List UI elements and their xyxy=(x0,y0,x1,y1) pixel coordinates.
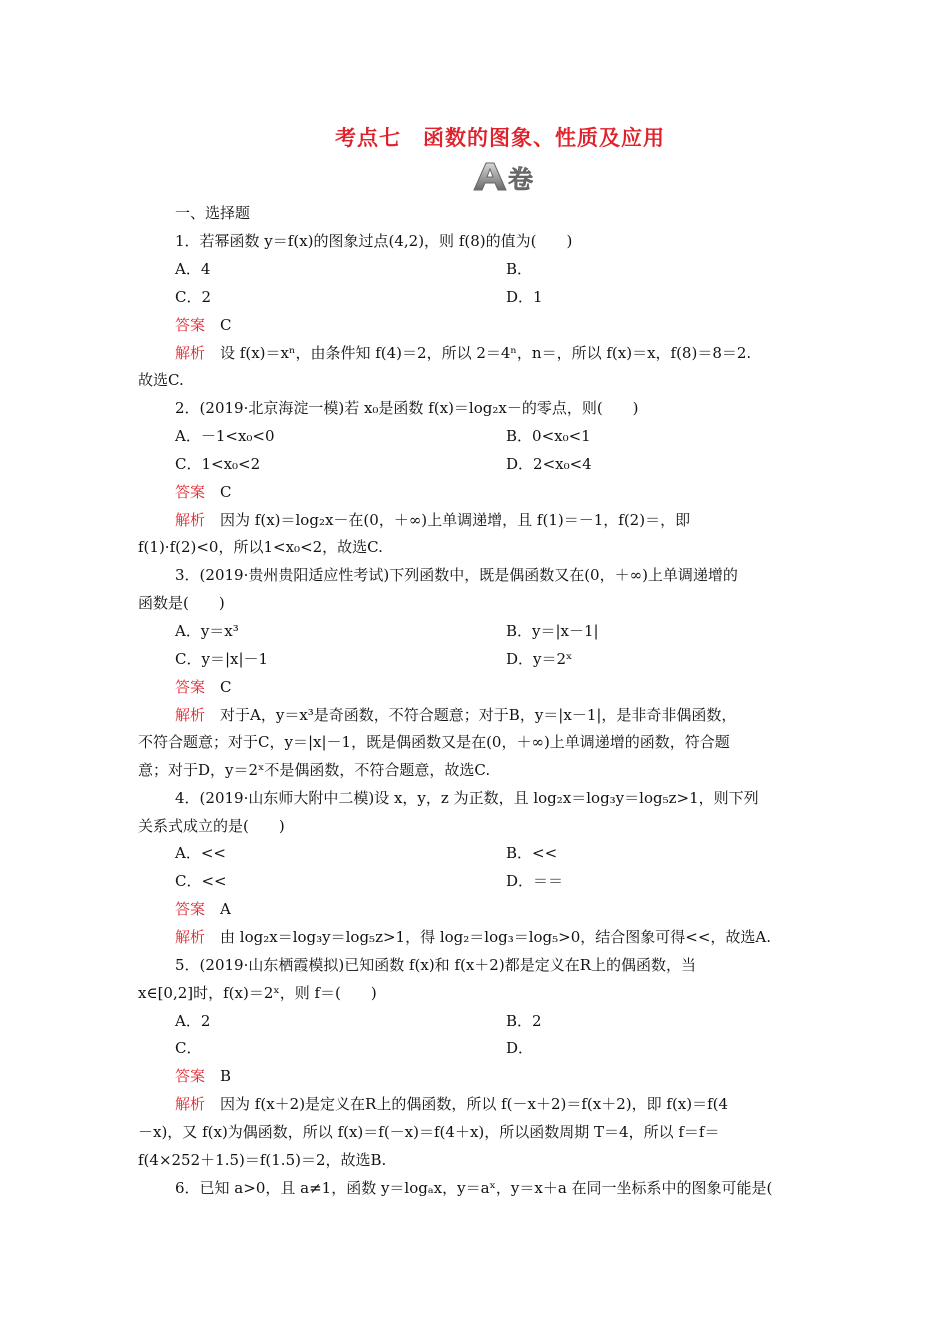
q1-option-a: A．4 xyxy=(175,260,211,278)
q5-analysis xyxy=(175,1091,855,1119)
q2-option-d: D．2<x₀<4 xyxy=(506,455,592,473)
q5-option-c: C． xyxy=(175,1039,202,1057)
q4-option-d: D．＝＝ xyxy=(506,872,564,890)
q3-analysis-cont-1: 不符合题意；对于C，y＝|x|－1，既是偶函数又是在(0，＋∞)上单调递增的函数，符合题 xyxy=(138,733,730,751)
answer-label: 答案 xyxy=(175,483,206,501)
q3-option-c: C．y＝|x|－1 xyxy=(175,650,269,668)
q5-analysis-cont-1: －x)，又 f(x)为偶函数，所以 f(x)＝f(－x)＝f(4＋x)，所以函数周期 T＝4，所以 f＝f＝ xyxy=(138,1123,720,1141)
q1-option-c: C．2 xyxy=(175,288,212,306)
answer-label: 答案 xyxy=(175,316,206,334)
q1-analysis-cont: 故选C. xyxy=(138,371,184,389)
analysis-text: 对于A，y＝x³是奇函数，不符合题意；对于B，y＝|x－1|，是非奇非偶函数， xyxy=(220,706,737,724)
q5-option-a: A．2 xyxy=(175,1012,211,1030)
page-title: 考点七 函数的图象、性质及应用 xyxy=(335,126,665,150)
question-3-stem-cont: 函数是( ) xyxy=(138,594,225,612)
analysis-label: 解析 xyxy=(175,511,206,529)
q5-option-b: B．2 xyxy=(506,1012,542,1030)
answer-value: B xyxy=(220,1067,232,1085)
q2-answer xyxy=(175,479,855,507)
q2-analysis-cont: f(1)·f(2)<0，所以1<x₀<2，故选C. xyxy=(138,538,383,556)
q3-analysis-cont-2: 意；对于D，y＝2ˣ不是偶函数，不符合题意，故选C. xyxy=(138,761,491,779)
analysis-text: 因为 f(x)＝log₂x－在(0，＋∞)上单调递增，且 f(1)＝－1，f(2)＝，即 xyxy=(220,511,691,529)
question-5-stem-cont: x∈[0,2]时，f(x)＝2ˣ，则 f＝( ) xyxy=(138,984,377,1002)
q5-answer xyxy=(175,1063,855,1091)
question-5-stem: 5．(2019·山东栖霞模拟)已知函数 f(x)和 f(x＋2)都是定义在R上的偶函数，当 xyxy=(175,956,696,974)
question-4-stem: 4．(2019·山东师大附中二模)设 x，y，z 为正数，且 log₂x＝log₃y＝log₅z>1，则下列 xyxy=(175,789,759,807)
analysis-label: 解析 xyxy=(175,928,206,946)
q3-option-a: A．y＝x³ xyxy=(175,622,239,640)
answer-label: 答案 xyxy=(175,900,206,918)
answer-label: 答案 xyxy=(175,678,206,696)
answer-label: 答案 xyxy=(175,1067,206,1085)
q4-option-b: B．<< xyxy=(506,844,558,862)
q3-answer xyxy=(175,674,855,702)
analysis-label: 解析 xyxy=(175,706,206,724)
q4-answer xyxy=(175,896,855,924)
answer-value: A xyxy=(220,900,231,918)
section-badge xyxy=(472,160,542,194)
analysis-label: 解析 xyxy=(175,344,206,362)
section-heading: 一、选择题 xyxy=(175,204,251,222)
q3-option-d: D．y＝2ˣ xyxy=(506,650,573,668)
q1-option-b: B． xyxy=(506,260,533,278)
analysis-text: 由 log₂x＝log₃y＝log₅z>1，得 log₂＝log₃＝log₅>0，结合图象可得<<，故选A. xyxy=(220,928,772,946)
question-4-stem-cont: 关系式成立的是( ) xyxy=(138,817,285,835)
q1-answer xyxy=(175,312,855,340)
answer-value: C xyxy=(220,678,232,696)
q4-option-c: C．<< xyxy=(175,872,227,890)
answer-value: C xyxy=(220,483,232,501)
analysis-text: 设 f(x)＝xⁿ，由条件知 f(4)＝2，所以 2＝4ⁿ，n＝，所以 f(x)＝x，f(8)＝8＝2. xyxy=(220,344,752,362)
q3-analysis xyxy=(175,702,855,730)
q1-analysis xyxy=(175,340,855,368)
svg-text:卷: 卷 xyxy=(508,165,534,194)
question-3-stem: 3．(2019·贵州贵阳适应性考试)下列函数中，既是偶函数又在(0，＋∞)上单调递增的 xyxy=(175,566,738,584)
answer-value: C xyxy=(220,316,232,334)
q4-analysis xyxy=(175,924,855,952)
q2-option-c: C．1<x₀<2 xyxy=(175,455,261,473)
question-1-stem: 1．若幂函数 y＝f(x)的图象过点(4,2)，则 f(8)的值为( ) xyxy=(175,232,573,250)
section-a-badge-icon xyxy=(472,160,542,194)
analysis-label: 解析 xyxy=(175,1095,206,1113)
q4-option-a: A．<< xyxy=(175,844,226,862)
question-2-stem: 2．(2019·北京海淀一模)若 x₀是函数 f(x)＝log₂x－的零点，则( ) xyxy=(175,399,639,417)
question-6-stem: 6．已知 a>0，且 a≠1，函数 y＝logₐx，y＝aˣ，y＝x＋a 在同一坐标系中的图象可能是( xyxy=(175,1179,773,1197)
q2-analysis xyxy=(175,507,855,535)
q5-analysis-cont-2: f(4×252＋1.5)＝f(1.5)＝2，故选B. xyxy=(138,1151,387,1169)
q2-option-a: A．－1<x₀<0 xyxy=(175,427,275,445)
q5-option-d: D． xyxy=(506,1039,534,1057)
q3-option-b: B．y＝|x－1| xyxy=(506,622,599,640)
analysis-text: 因为 f(x＋2)是定义在R上的偶函数，所以 f(－x＋2)＝f(x＋2)，即 f(x)＝f(4 xyxy=(220,1095,729,1113)
q1-option-d: D．1 xyxy=(506,288,543,306)
q2-option-b: B．0<x₀<1 xyxy=(506,427,591,445)
